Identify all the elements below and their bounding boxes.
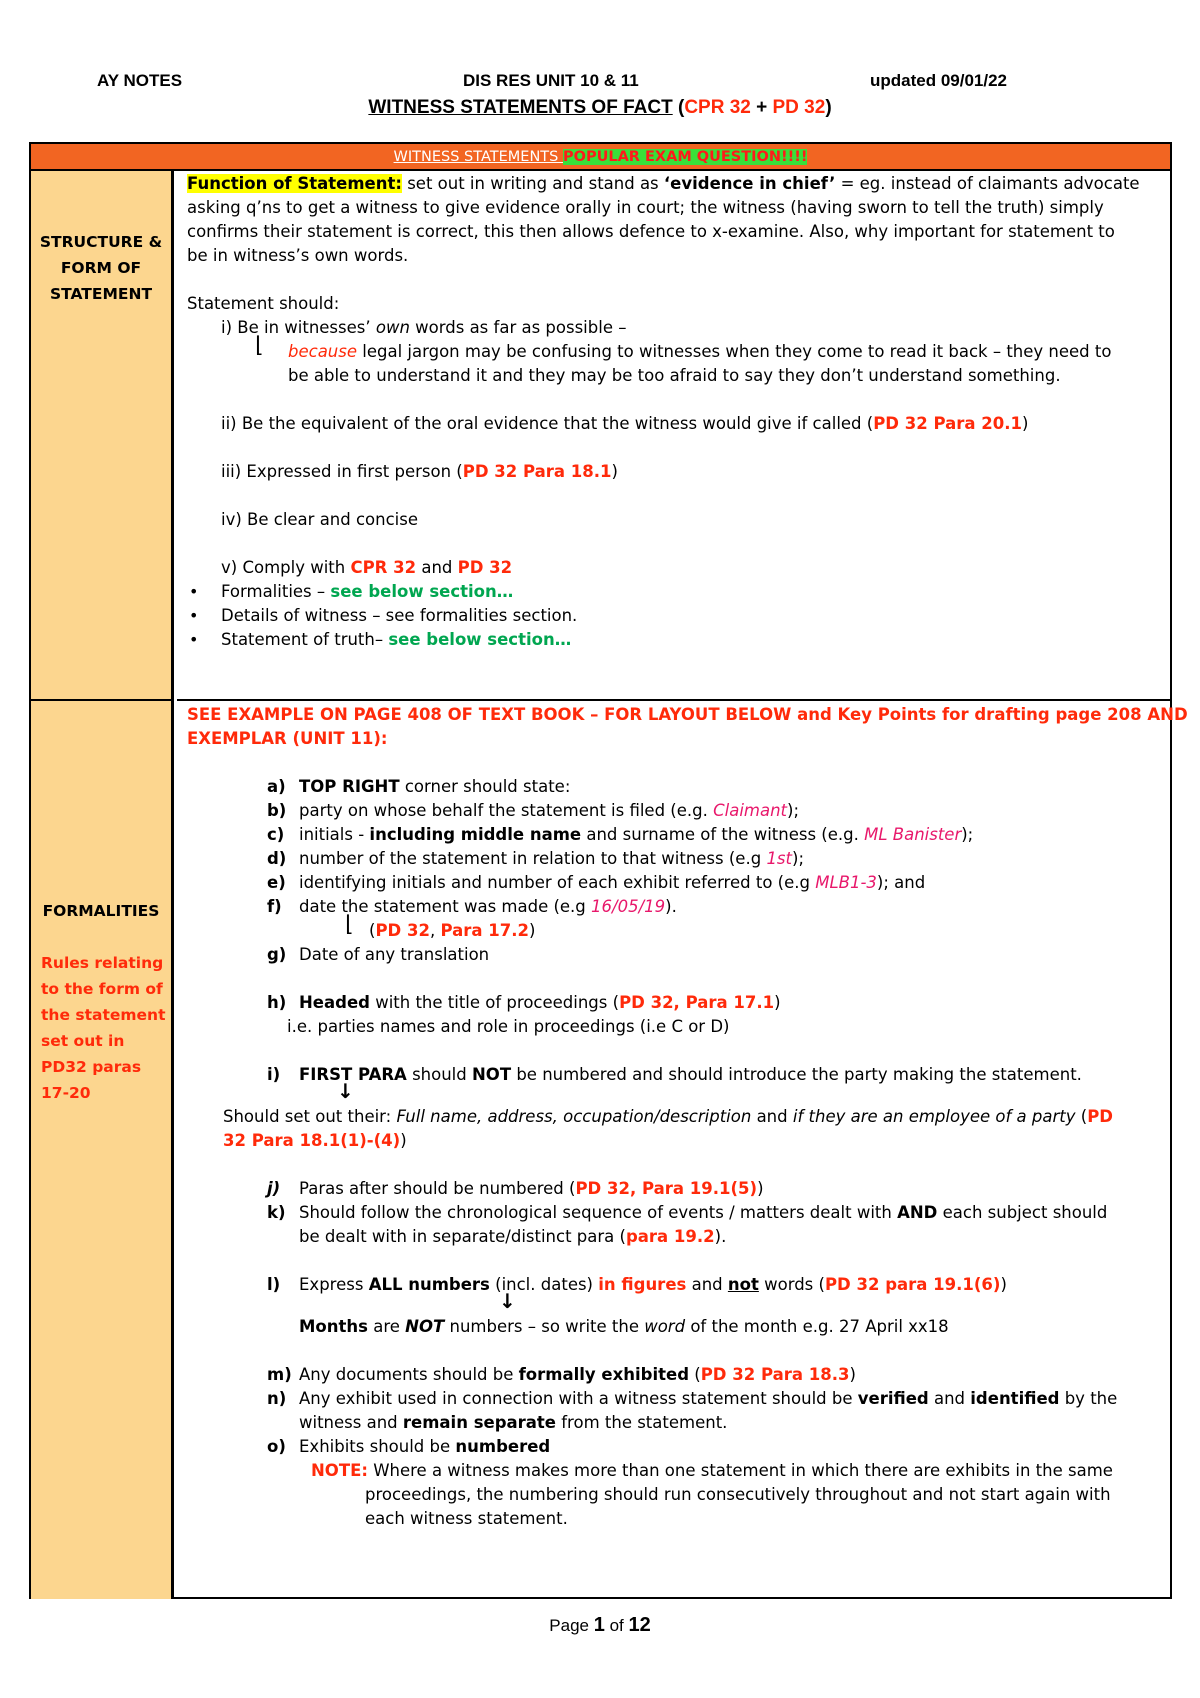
item-k-and: AND — [897, 1203, 938, 1222]
title-cpr: CPR 32 — [684, 97, 751, 118]
rule-ii — [221, 411, 1028, 437]
function-line-1 — [187, 171, 1140, 197]
item-k-line-2 — [299, 1224, 726, 1250]
banner-prefix: WITNESS STATEMENTS — [393, 149, 563, 165]
item-m-open: ( — [689, 1365, 701, 1384]
item-l-figures: in figures — [598, 1275, 687, 1294]
bullet-statement-of-truth — [221, 627, 571, 653]
note-label: NOTE: — [311, 1461, 368, 1480]
set-out-ref-2: 32 Para 18.1(1)-(4) — [223, 1131, 401, 1150]
note-line-2: proceedings, the numbering should run consecutively throughout and not start again with — [365, 1485, 1111, 1504]
item-m-bold: formally exhibited — [518, 1365, 690, 1384]
rule-ii-c: ) — [1021, 414, 1029, 433]
function-line-2: asking q’ns to get a witness to give evidence orally in court; the witness (having sworn to tell the truth) simply — [187, 198, 1104, 217]
note-text-1: Where a witness makes more than one statement in which there are exhibits in the same — [367, 1461, 1113, 1480]
rule-iii-ref: PD 32 Para 18.1 — [462, 462, 612, 481]
formalities-intro-1: SEE EXAMPLE ON PAGE 408 OF TEXT BOOK – FOR LAYOUT BELOW and Key Points for drafting page 208 AND — [187, 705, 1188, 724]
item-n-text-3: witness and — [299, 1413, 403, 1432]
item-j-end: ) — [757, 1179, 764, 1198]
banner-highlight: POPULAR EXAM QUESTION!!!! — [562, 149, 808, 165]
item-k-label: k) — [267, 1203, 286, 1222]
item-a-text: corner should state: — [399, 777, 571, 796]
item-c-text-1: initials - — [299, 825, 370, 844]
header-left: AY NOTES — [97, 71, 183, 90]
item-f — [299, 894, 677, 920]
bullet-sot-link: see below section… — [388, 630, 572, 649]
item-j-text: Paras after should be numbered ( — [299, 1179, 576, 1198]
bullet-icon: • — [189, 582, 199, 601]
item-d — [299, 846, 804, 872]
item-n-line-1 — [299, 1386, 1117, 1412]
function-line-3: confirms their statement is correct, this then allows defence to x-examine. Also, why important for statement to — [187, 222, 1115, 241]
item-i-label: i) — [267, 1065, 281, 1084]
function-line-4: be in witness’s own words. — [187, 246, 409, 265]
rule-iii-c: ) — [611, 462, 618, 481]
item-m-label: m) — [267, 1365, 292, 1384]
item-f-label: f) — [267, 897, 282, 916]
item-i — [299, 1062, 1082, 1088]
bullet-formalities-link: see below section… — [330, 582, 514, 601]
item-f-ref-close: ) — [528, 921, 536, 940]
notes-table — [29, 142, 1188, 1599]
item-h — [299, 990, 781, 1016]
item-o-label: o) — [267, 1437, 286, 1456]
item-a-bold: TOP RIGHT — [299, 777, 400, 796]
months-not: NOT — [405, 1317, 445, 1336]
item-l-bold: ALL numbers — [368, 1275, 490, 1294]
note-line-3: each witness statement. — [365, 1509, 568, 1528]
table-banner — [31, 144, 1170, 171]
note-line-1 — [311, 1458, 1113, 1484]
set-out-line-1 — [223, 1104, 1113, 1130]
item-e-end: ); and — [876, 873, 926, 892]
item-b-example: Claimant — [713, 801, 788, 820]
item-d-text: number of the statement in relation to that witness (e.g — [299, 849, 767, 868]
page-title — [0, 97, 1200, 119]
bracket-icon: ⌊ — [345, 912, 354, 937]
rule-ii-a: ii) Be the equivalent of the oral evidence that the witness would give if called ( — [221, 414, 874, 433]
footer-of-word: of — [604, 1616, 629, 1635]
item-n-text-1: Any exhibit used in connection with a witness statement should be — [299, 1389, 858, 1408]
item-k-text-3: be dealt with in separate/distinct para ( — [299, 1227, 626, 1246]
item-l-text-4: words ( — [758, 1275, 825, 1294]
item-i-text-1: should — [406, 1065, 472, 1084]
bullet-formalities-a: Formalities – — [221, 582, 331, 601]
formalities-content-cell — [177, 701, 1188, 1599]
arrow-down-icon: ↓ — [337, 1079, 354, 1103]
function-evidence-in-chief: ‘evidence in chief’ — [663, 174, 836, 193]
bullet-icon: • — [189, 630, 199, 649]
set-out-open: ( — [1075, 1107, 1088, 1126]
months-text-1: are — [367, 1317, 406, 1336]
item-o-bold: numbered — [455, 1437, 551, 1456]
title-open: ( — [672, 97, 685, 118]
title-plus: + — [750, 97, 773, 118]
item-f-ref-2: Para 17.2 — [440, 921, 529, 940]
item-h-label: h) — [267, 993, 287, 1012]
item-d-example: 1st — [766, 849, 793, 868]
title-close: ) — [825, 97, 832, 118]
item-k-line-1 — [299, 1200, 1107, 1226]
rule-i-because: because — [288, 342, 358, 361]
item-k-text-2: each subject should — [937, 1203, 1108, 1222]
item-k-text-1: Should follow the chronological sequence of events / matters dealt with — [299, 1203, 898, 1222]
page-footer — [0, 1614, 1200, 1637]
arrow-down-icon: ↓ — [499, 1289, 516, 1313]
item-d-label: d) — [267, 849, 287, 868]
item-m-ref: PD 32 Para 18.3 — [700, 1365, 850, 1384]
structure-content-cell — [177, 171, 1170, 701]
item-h-sub: i.e. parties names and role in proceedings (i.e C or D) — [287, 1017, 730, 1036]
item-l-text-1: Express — [299, 1275, 369, 1294]
footer-page-number: 1 — [593, 1614, 605, 1636]
function-text-c: = eg. instead of claimants advocate — [835, 174, 1140, 193]
item-d-end: ); — [792, 849, 805, 868]
item-n-remain-separate: remain separate — [402, 1413, 556, 1432]
bullet-formalities — [221, 579, 513, 605]
item-j-ref: PD 32, Para 19.1(5) — [575, 1179, 758, 1198]
item-b — [299, 798, 799, 824]
item-b-text: party on whose behalf the statement is filed (e.g. — [299, 801, 714, 820]
bracket-icon: ⌊ — [255, 333, 264, 358]
item-l-text-3: and — [686, 1275, 728, 1294]
rule-i-reason-text: legal jargon may be confusing to witnesses when they come to read it back – they need to — [357, 342, 1112, 361]
item-l-end: ) — [1000, 1275, 1007, 1294]
rule-v-and: and — [416, 558, 458, 577]
item-c-end: ); — [961, 825, 974, 844]
item-f-text: date the statement was made (e.g — [299, 897, 592, 916]
structure-label: STRUCTURE & FORM OF STATEMENT — [39, 233, 163, 303]
formalities-sub: Rules relating to the form of the statement set out in PD32 paras 17-20 — [41, 954, 166, 1102]
item-h-bold: Headed — [299, 993, 370, 1012]
item-o-text: Exhibits should be — [299, 1437, 456, 1456]
item-i-not: NOT — [471, 1065, 512, 1084]
footer-page-word: Page — [549, 1616, 594, 1635]
item-g-label: g) — [267, 945, 287, 964]
item-h-text: with the title of proceedings ( — [369, 993, 620, 1012]
rule-ii-ref: PD 32 Para 20.1 — [873, 414, 1022, 433]
rule-i-c: words as far as possible – — [409, 318, 627, 337]
function-text-a: set out in writing and stand as — [401, 174, 664, 193]
item-f-example: 16/05/19 — [591, 897, 666, 916]
item-l-ref: PD 32 para 19.1(6) — [824, 1275, 1001, 1294]
set-out-and: and — [751, 1107, 793, 1126]
item-l-not: not — [727, 1275, 759, 1294]
item-f-ref-1: PD 32 — [375, 921, 430, 940]
item-e — [299, 870, 925, 896]
months-bold: Months — [299, 1317, 368, 1336]
rule-iii-a: iii) Expressed in first person ( — [221, 462, 463, 481]
item-n-and: and — [928, 1389, 971, 1408]
months-line — [299, 1314, 949, 1340]
set-out-italic: Full name, address, occupation/description — [396, 1107, 752, 1126]
item-f-ref — [369, 918, 535, 944]
item-m-text: Any documents should be — [299, 1365, 519, 1384]
rule-i-reason-1 — [288, 339, 1111, 365]
formalities-label: FORMALITIES — [42, 902, 160, 920]
formalities-label-cell — [31, 701, 174, 1599]
structure-label-cell — [31, 171, 174, 701]
rule-v-a: v) Comply with — [221, 558, 351, 577]
item-e-label: e) — [267, 873, 286, 892]
item-k-ref: para 19.2 — [625, 1227, 715, 1246]
function-label: Function of Statement: — [187, 174, 402, 193]
item-f-ref-comma: , — [429, 921, 441, 940]
item-i-bold: FIRST PARA — [299, 1065, 407, 1084]
item-k-end: ). — [714, 1227, 727, 1246]
set-out-a: Should set out their: — [223, 1107, 397, 1126]
item-j-label: j) — [267, 1179, 281, 1198]
rule-v — [221, 555, 512, 581]
item-e-example: MLB1-3 — [815, 873, 877, 892]
header-center: DIS RES UNIT 10 & 11 — [463, 71, 639, 90]
footer-page-total: 12 — [628, 1614, 651, 1636]
item-h-end: ) — [774, 993, 781, 1012]
item-j — [299, 1176, 764, 1202]
item-m-end: ) — [849, 1365, 856, 1384]
item-m — [299, 1362, 856, 1388]
bullet-details: Details of witness – see formalities section. — [221, 606, 578, 625]
rule-i-a: i) Be in witnesses’ — [221, 318, 376, 337]
set-out-close: ) — [400, 1131, 407, 1150]
item-b-label: b) — [267, 801, 287, 820]
item-h-ref: PD 32, Para 17.1 — [619, 993, 775, 1012]
rule-iv: iv) Be clear and concise — [221, 510, 419, 529]
item-c-example: ML Banister — [864, 825, 962, 844]
title-main: WITNESS STATEMENTS OF FACT — [368, 97, 673, 118]
item-c — [299, 822, 973, 848]
item-i-text-2: be numbered and should introduce the party making the statement. — [511, 1065, 1082, 1084]
months-word: word — [644, 1317, 686, 1336]
item-o — [299, 1434, 550, 1460]
item-f-ref-open: ( — [369, 921, 376, 940]
item-c-label: c) — [267, 825, 285, 844]
set-out-line-2 — [223, 1128, 407, 1154]
bullet-sot-a: Statement of truth– — [221, 630, 389, 649]
item-n-verified: verified — [857, 1389, 929, 1408]
item-n-identified: identified — [970, 1389, 1060, 1408]
formalities-intro-2: EXEMPLAR (UNIT 11): — [187, 729, 388, 748]
item-n-text-2: by the — [1059, 1389, 1118, 1408]
rule-i — [221, 315, 626, 341]
rule-i-reason-2: be able to understand it and they may be too afraid to say they don’t understand something. — [288, 366, 1061, 385]
rule-iii — [221, 459, 618, 485]
item-c-text-2: and surname of the witness (e.g. — [581, 825, 865, 844]
months-text-3: of the month e.g. 27 April xx18 — [685, 1317, 949, 1336]
statement-should: Statement should: — [187, 294, 340, 313]
item-l — [299, 1272, 1007, 1298]
item-n-text-4: from the statement. — [556, 1413, 728, 1432]
item-c-bold: including middle name — [369, 825, 582, 844]
item-l-label: l) — [267, 1275, 281, 1294]
set-out-ref-1: PD — [1087, 1107, 1113, 1126]
header-updated: updated 09/01/22 — [870, 71, 1008, 90]
item-g: Date of any translation — [299, 945, 490, 964]
rule-v-pd: PD 32 — [457, 558, 513, 577]
item-b-end: ); — [787, 801, 800, 820]
rule-v-cpr: CPR 32 — [350, 558, 417, 577]
title-pd: PD 32 — [772, 97, 826, 118]
bullet-icon: • — [189, 606, 199, 625]
item-n-line-2 — [299, 1410, 727, 1436]
set-out-italic-2: if they are an employee of a party — [792, 1107, 1076, 1126]
item-l-text-2: (incl. dates) — [489, 1275, 599, 1294]
item-a-label: a) — [267, 777, 286, 796]
months-text-2: numbers – so write the — [444, 1317, 645, 1336]
item-n-label: n) — [267, 1389, 287, 1408]
item-f-end: ). — [665, 897, 677, 916]
rule-i-own: own — [375, 318, 410, 337]
item-e-text: identifying initials and number of each exhibit referred to (e.g — [299, 873, 816, 892]
item-a — [299, 774, 570, 800]
